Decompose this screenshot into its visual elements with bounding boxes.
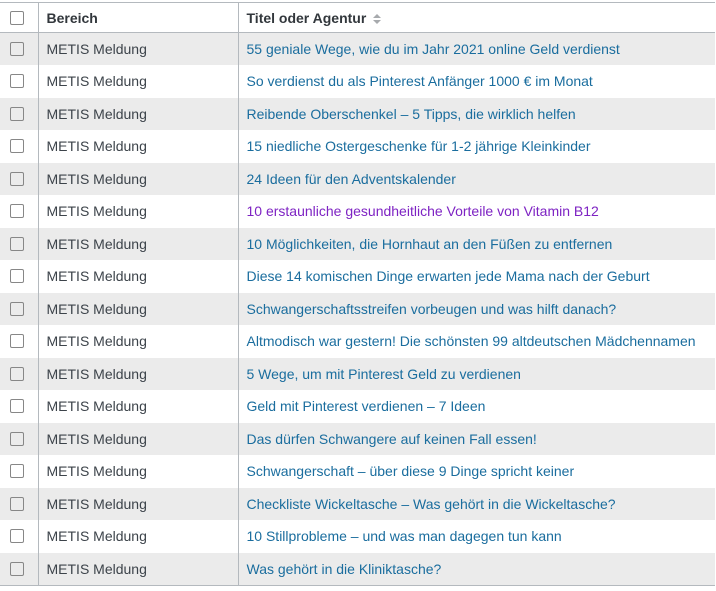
titel-cell (238, 195, 715, 228)
row-checkbox[interactable] (10, 529, 24, 543)
bereich-cell (38, 553, 238, 586)
titel-cell (238, 390, 715, 423)
table-row (0, 325, 715, 358)
titel-link[interactable]: Altmodisch war gestern! Die schönsten 99 altdeutschen Mädchennamen (246, 333, 696, 350)
row-checkbox-cell (0, 65, 38, 98)
bereich-label: METIS Meldung (46, 300, 147, 317)
bereich-label: METIS Meldung (46, 463, 147, 480)
row-checkbox-cell (0, 195, 38, 228)
row-checkbox[interactable] (10, 497, 24, 511)
bereich-label: METIS Meldung (46, 73, 147, 90)
column-header-bereich-label: Bereich (46, 9, 98, 26)
titel-link[interactable]: Das dürfen Schwangere auf keinen Fall essen! (246, 430, 537, 447)
bereich-cell (38, 293, 238, 326)
bereich-cell (38, 325, 238, 358)
titel-link[interactable]: 15 niedliche Ostergeschenke für 1-2 jährige Kleinkinder (246, 138, 591, 155)
bereich-cell (38, 488, 238, 521)
column-header-titel[interactable] (238, 3, 715, 33)
titel-link[interactable]: 24 Ideen für den Adventskalender (246, 170, 456, 187)
bereich-label: METIS Meldung (46, 430, 147, 447)
row-checkbox[interactable] (10, 204, 24, 218)
table-row (0, 195, 715, 228)
row-checkbox[interactable] (10, 302, 24, 316)
bereich-label: METIS Meldung (46, 528, 147, 545)
bereich-label: METIS Meldung (46, 41, 147, 57)
row-checkbox-cell (0, 293, 38, 326)
titel-cell (238, 455, 715, 488)
bereich-cell (38, 390, 238, 423)
titel-link[interactable]: 55 geniale Wege, wie du im Jahr 2021 online Geld verdienst (246, 41, 620, 57)
select-all-checkbox[interactable] (10, 11, 24, 25)
titel-link[interactable]: Schwangerschaftsstreifen vorbeugen und was hilft danach? (246, 300, 617, 317)
row-checkbox-cell (0, 358, 38, 391)
row-checkbox-cell (0, 130, 38, 163)
bereich-cell (38, 520, 238, 553)
row-checkbox-cell (0, 390, 38, 423)
row-checkbox-cell (0, 98, 38, 131)
select-all-cell (0, 3, 38, 33)
row-checkbox[interactable] (10, 464, 24, 478)
table-row (0, 65, 715, 98)
bereich-cell (38, 260, 238, 293)
bereich-cell (38, 98, 238, 131)
bereich-cell (38, 130, 238, 163)
meldungen-table (0, 2, 715, 586)
row-checkbox[interactable] (10, 139, 24, 153)
row-checkbox-cell (0, 520, 38, 553)
row-checkbox-cell (0, 455, 38, 488)
row-checkbox-cell (0, 33, 38, 66)
row-checkbox[interactable] (10, 334, 24, 348)
row-checkbox-cell (0, 325, 38, 358)
table-row (0, 358, 715, 391)
row-checkbox[interactable] (10, 107, 24, 121)
bereich-cell (38, 195, 238, 228)
titel-link[interactable]: 10 erstaunliche gesundheitliche Vorteile von Vitamin B12 (246, 203, 599, 220)
row-checkbox[interactable] (10, 237, 24, 251)
table-row (0, 390, 715, 423)
table-row (0, 33, 715, 66)
table-row (0, 260, 715, 293)
table-row (0, 423, 715, 456)
table-row (0, 553, 715, 586)
titel-cell (238, 293, 715, 326)
bereich-cell (38, 33, 238, 66)
bereich-cell (38, 423, 238, 456)
titel-link[interactable]: Diese 14 komischen Dinge erwarten jede Mama nach der Geburt (246, 268, 650, 285)
titel-link[interactable]: 10 Stillprobleme – und was man dagegen tun kann (246, 528, 562, 545)
titel-cell (238, 358, 715, 391)
table-row (0, 455, 715, 488)
table-row (0, 293, 715, 326)
titel-link[interactable]: Reibende Oberschenkel – 5 Tipps, die wirklich helfen (246, 105, 576, 122)
column-header-bereich (38, 3, 238, 33)
titel-link[interactable]: 10 Möglichkeiten, die Hornhaut an den Füßen zu entfernen (246, 235, 613, 252)
row-checkbox[interactable] (10, 42, 24, 56)
bereich-cell (38, 228, 238, 261)
titel-link[interactable]: Geld mit Pinterest verdienen – 7 Ideen (246, 398, 486, 415)
titel-link[interactable]: So verdienst du als Pinterest Anfänger 1000 € im Monat (246, 73, 593, 90)
column-header-titel-label: Titel oder Agentur (246, 9, 367, 26)
row-checkbox[interactable] (10, 172, 24, 186)
titel-cell (238, 33, 715, 66)
table-row (0, 130, 715, 163)
bereich-label: METIS Meldung (46, 333, 147, 350)
titel-cell (238, 163, 715, 196)
row-checkbox[interactable] (10, 432, 24, 446)
bereich-cell (38, 358, 238, 391)
titel-cell (238, 520, 715, 553)
titel-cell (238, 423, 715, 456)
row-checkbox-cell (0, 553, 38, 586)
bereich-label: METIS Meldung (46, 105, 147, 122)
row-checkbox[interactable] (10, 562, 24, 576)
table-body (0, 33, 715, 586)
titel-link[interactable]: Schwangerschaft – über diese 9 Dinge spricht keiner (246, 463, 575, 480)
titel-link[interactable]: Was gehört in die Kliniktasche? (246, 560, 442, 577)
titel-cell (238, 98, 715, 131)
row-checkbox-cell (0, 260, 38, 293)
table-row (0, 228, 715, 261)
row-checkbox[interactable] (10, 399, 24, 413)
titel-cell (238, 553, 715, 586)
bereich-label: METIS Meldung (46, 560, 147, 577)
titel-cell (238, 65, 715, 98)
sort-arrows-icon[interactable] (373, 14, 381, 24)
table-row (0, 98, 715, 131)
bereich-label: METIS Meldung (46, 170, 147, 187)
row-checkbox-cell (0, 228, 38, 261)
bereich-label: METIS Meldung (46, 365, 147, 382)
table-row (0, 488, 715, 521)
bereich-label: METIS Meldung (46, 138, 147, 155)
bereich-label: METIS Meldung (46, 235, 147, 252)
row-checkbox-cell (0, 423, 38, 456)
row-checkbox-cell (0, 163, 38, 196)
row-checkbox-cell (0, 488, 38, 521)
bereich-cell (38, 65, 238, 98)
titel-cell (238, 260, 715, 293)
table-header-row (0, 3, 715, 33)
titel-cell (238, 325, 715, 358)
bereich-label: METIS Meldung (46, 268, 147, 285)
table-row (0, 520, 715, 553)
bereich-cell (38, 163, 238, 196)
row-checkbox[interactable] (10, 367, 24, 381)
bereich-label: METIS Meldung (46, 203, 147, 220)
row-checkbox[interactable] (10, 74, 24, 88)
titel-cell (238, 488, 715, 521)
titel-cell (238, 130, 715, 163)
titel-link[interactable]: 5 Wege, um mit Pinterest Geld zu verdienen (246, 365, 521, 382)
bereich-cell (38, 455, 238, 488)
bereich-label: METIS Meldung (46, 398, 147, 415)
titel-link[interactable]: Checkliste Wickeltasche – Was gehört in die Wickeltasche? (246, 495, 616, 512)
bereich-label: METIS Meldung (46, 495, 147, 512)
table-row (0, 163, 715, 196)
row-checkbox[interactable] (10, 269, 24, 283)
titel-cell (238, 228, 715, 261)
